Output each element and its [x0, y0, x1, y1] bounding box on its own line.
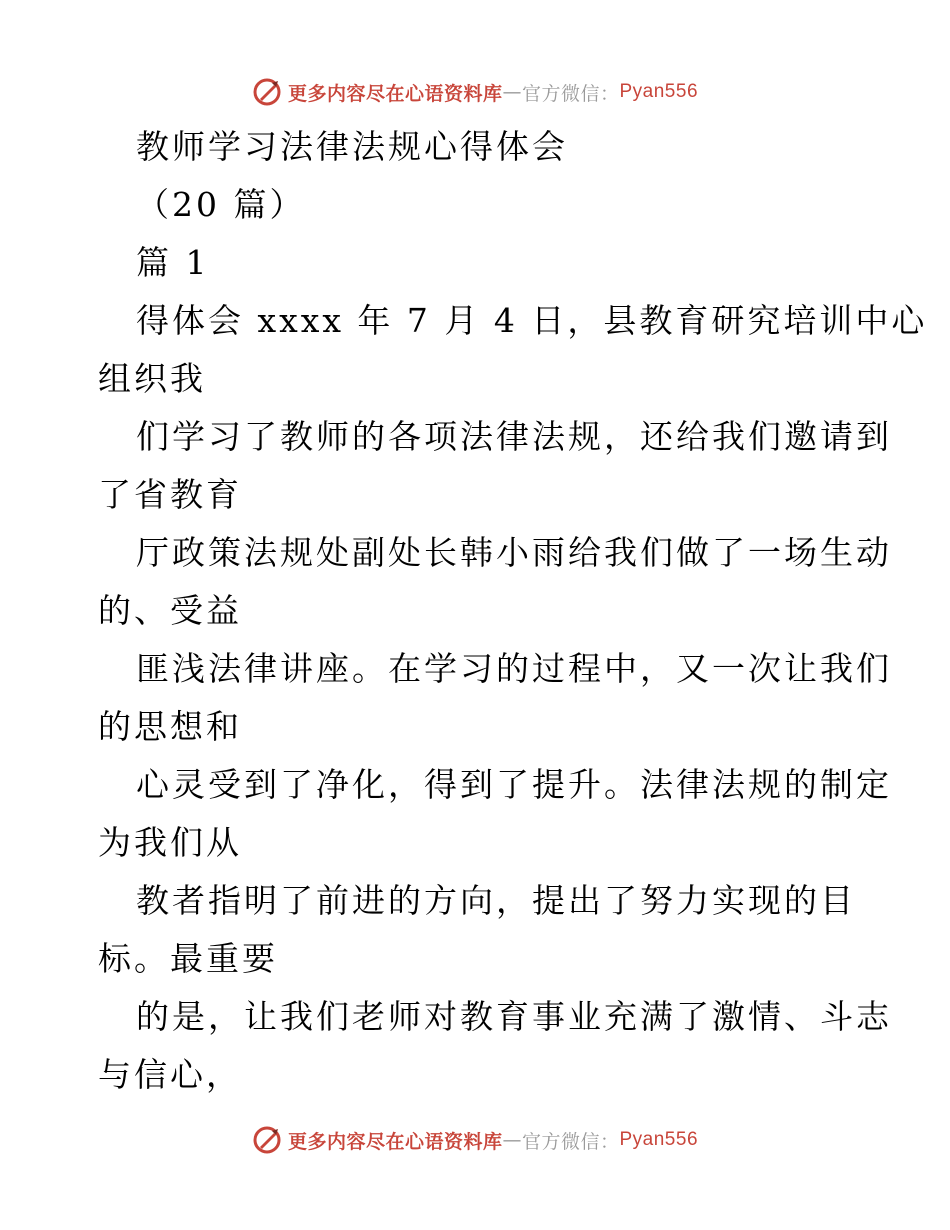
- footer-banner: [0, 1120, 950, 1160]
- banner-wechat-id: Pyan556: [619, 81, 699, 102]
- text-line: 得体会 xxxx 年 7 月 4 日，县教育研究培训中心: [136, 301, 928, 340]
- text-line: 厅政策法规处副处长韩小雨给我们做了一场生动: [136, 533, 892, 572]
- banner-dash: —: [502, 81, 522, 103]
- text-line: 与信心，: [98, 1055, 242, 1094]
- text-line: 的是，让我们老师对教育事业充满了激情、斗志: [136, 997, 892, 1036]
- text-line: 为我们从: [98, 823, 242, 862]
- paragraph: [98, 292, 928, 1104]
- document-title: 教师学习法律法规心得体会: [136, 127, 568, 166]
- header-banner: [0, 72, 950, 112]
- banner-dash: —: [502, 1129, 522, 1151]
- banner-brand: 更多内容尽在心语资料库: [287, 1130, 503, 1153]
- text-line: 的、受益: [98, 591, 242, 630]
- banner-wechat-id: Pyan556: [619, 1129, 699, 1150]
- text-line: 心灵受到了净化，得到了提升。法律法规的制定: [136, 765, 892, 804]
- banner-brand: 更多内容尽在心语资料库: [287, 82, 503, 105]
- document-body: [98, 118, 928, 1104]
- banner-wechat-label: 官方微信：: [521, 1130, 620, 1153]
- banner-wechat-label: 官方微信：: [521, 82, 620, 105]
- quill-logo-icon: [252, 77, 282, 107]
- text-line: 匪浅法律讲座。在学习的过程中，又一次让我们: [136, 649, 892, 688]
- text-line: 标。最重要: [98, 939, 278, 978]
- text-line: 的思想和: [98, 707, 242, 746]
- text-line: 组织我: [98, 359, 206, 398]
- section-heading: 篇 1: [136, 243, 210, 282]
- document-subtitle: （20 篇）: [136, 185, 306, 224]
- text-line: 了省教育: [98, 475, 242, 514]
- quill-logo-icon: [252, 1125, 282, 1155]
- text-line: 们学习了教师的各项法律法规，还给我们邀请到: [136, 417, 892, 456]
- text-line: 教者指明了前进的方向，提出了努力实现的目: [136, 881, 856, 920]
